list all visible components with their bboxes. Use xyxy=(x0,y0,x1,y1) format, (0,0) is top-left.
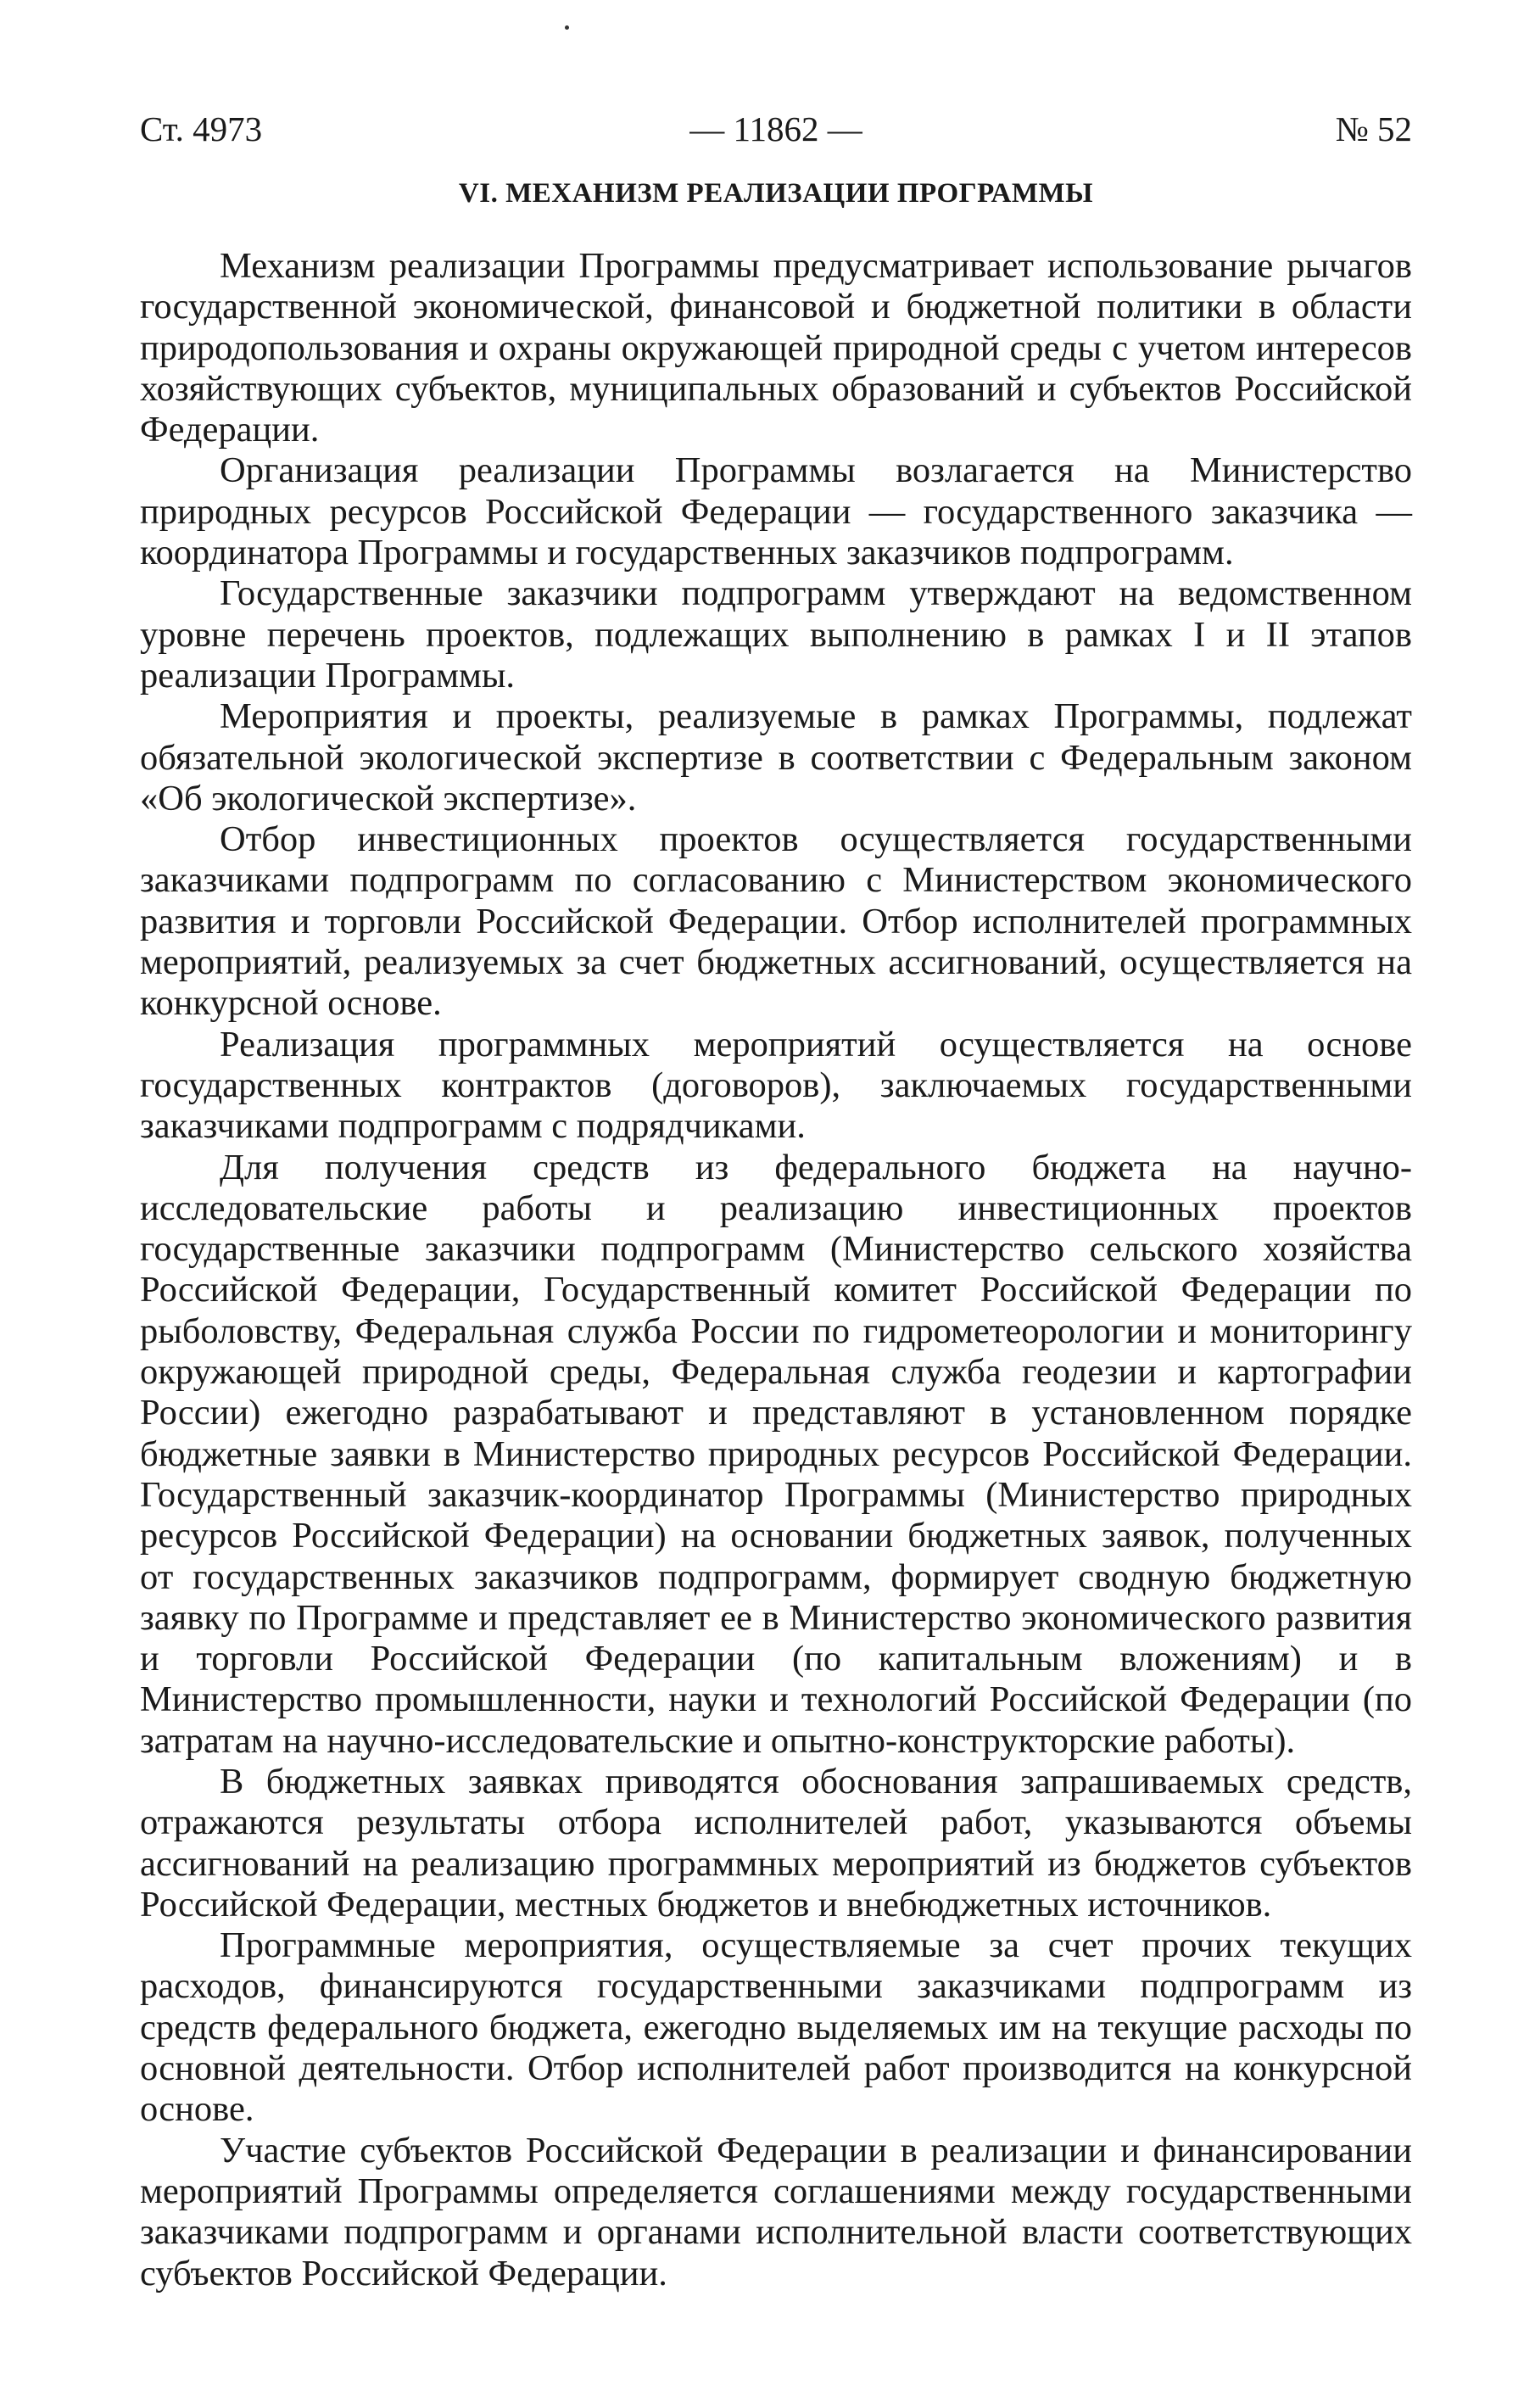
document-body xyxy=(140,246,1412,2294)
scan-speck xyxy=(565,25,569,30)
section-title: VI. МЕХАНИЗМ РЕАЛИЗАЦИИ ПРОГРАММЫ xyxy=(458,178,1094,209)
paragraph: Государственные заказчики подпрограмм утверждают на ведомственном уровне перечень проектов, подлежащих выполнению в рамках I и II этапов реализации Программы. xyxy=(140,573,1412,696)
paragraph: Мероприятия и проекты, реализуемые в рамках Программы, подлежат обязательной экологической экспертизе в соответствии с Федеральным законом «Об экологической экспертизе». xyxy=(140,696,1412,818)
paragraph: Участие субъектов Российской Федерации в реализации и финансировании мероприятий Программы определяется соглашениями между государственными заказчиками подпрограмм и органами исполнительной власти соответствующих субъектов Российской Федерации. xyxy=(140,2130,1412,2293)
paragraph: Реализация программных мероприятий осуществляется на основе государственных контрактов (договоров), заключаемых государственными заказчиками подпрограмм с подрядчиками. xyxy=(140,1024,1412,1147)
article-number: Ст. 4973 xyxy=(140,109,263,148)
paragraph: Организация реализации Программы возлагается на Министерство природных ресурсов Российской Федерации — государственного заказчика — координатора Программы и государственных заказчиков подпрограмм. xyxy=(140,450,1412,573)
paragraph: В бюджетных заявках приводятся обоснования запрашиваемых средств, отражаются результаты отбора исполнителей работ, указываются объемы ассигнований на реализацию программных мероприятий из бюджетов субъектов Российской Федерации, местных бюджетов и внебюджетных источников. xyxy=(140,1761,1412,1925)
page-number: — 11862 — xyxy=(689,109,862,148)
paragraph: Программные мероприятия, осуществляемые за счет прочих текущих расходов, финансируются государственными заказчиками подпрограмм из средств федерального бюджета, ежегодно выделяемых им на текущие расходы по основной деятельности. Отбор исполнителей работ производится на конкурсной основе. xyxy=(140,1925,1412,2130)
page-header xyxy=(140,109,1412,159)
issue-number: № 52 xyxy=(1335,109,1412,148)
paragraph: Механизм реализации Программы предусматривает использование рычагов государственной экономической, финансовой и бюджетной политики в области природопользования и охраны окружающей природной среды с учетом интересов хозяйствующих субъектов, муниципальных образований и субъектов Российской Федерации. xyxy=(140,246,1412,450)
paragraph: Для получения средств из федерального бюджета на научно-исследовательские работы и реализацию инвестиционных проектов государственные заказчики подпрограмм (Министерство сельского хозяйства Российской Федерации, Государственный комитет Российской Федерации по рыболовству, Федеральная служба России по гидрометеорологии и мониторингу окружающей природной среды, Федеральная служба геодезии и картографии России) ежегодно разрабатывают и представляют в установленном порядке бюджетные заявки в Министерство природных ресурсов Российской Федерации. Государственный заказчик-координатор Программы (Министерство природных ресурсов Российской Федерации) на основании бюджетных заявок, полученных от государственных заказчиков подпрограмм, формирует сводную бюджетную заявку по Программе и представляет ее в Министерство экономического развития и торговли Российской Федерации (по капитальным вложениям) и в Министерство промышленности, науки и технологий Российской Федерации (по затратам на научно-исследовательские и опытно-конструкторские работы). xyxy=(140,1147,1412,1761)
paragraph: Отбор инвестиционных проектов осуществляется государственными заказчиками подпрограмм по согласованию с Министерством экономического развития и торговли Российской Федерации. Отбор исполнителей программных мероприятий, реализуемых за счет бюджетных ассигнований, осуществляется на конкурсной основе. xyxy=(140,819,1412,1024)
